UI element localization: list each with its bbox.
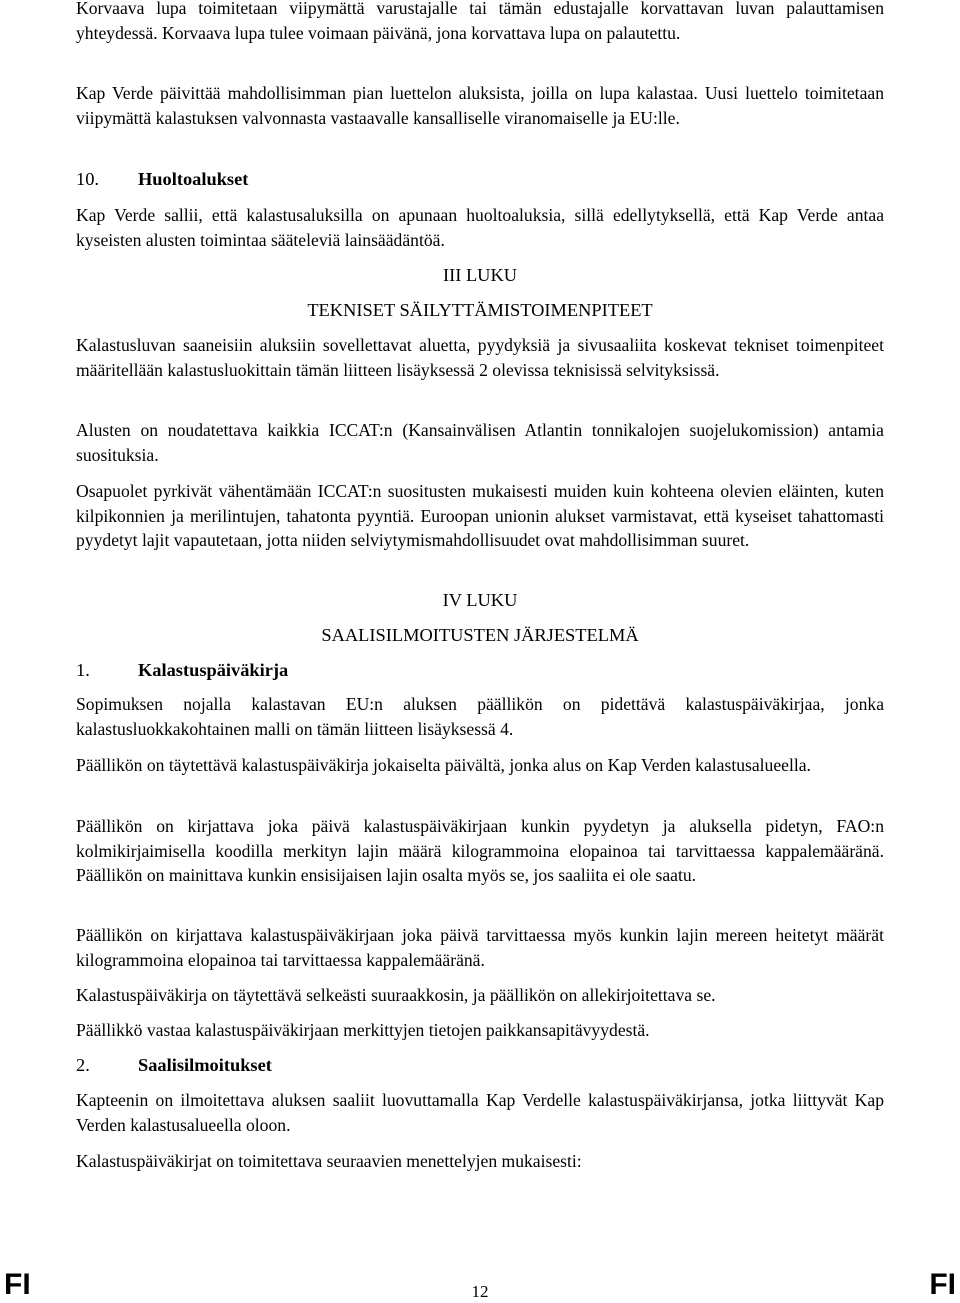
paragraph-replacement-licence: Korvaava lupa toimitetaan viipymättä varustajalle tai tämän edustajalle korvattavan luvan palauttamisen yhteydessä. Korvaava lupa tulee voimaan päivänä, jona korvattava lupa on palautettu. (76, 0, 884, 43)
section-title: Saalisilmoitukset (138, 1055, 272, 1075)
paragraph-iccat-recommendations: Alusten on noudatettava kaikkia ICCAT:n (Kansainvälisen Atlantin tonnikalojen suojelukomission) antamia suosituksia. (76, 420, 884, 465)
section-number: 2. (76, 1055, 90, 1075)
footer-language-code-right: FI (929, 1268, 956, 1301)
paragraph-logbook-legibility: Kalastuspäiväkirja on täytettävä selkeästi suuraakkosin, ja päällikön on allekirjoitettava se. (76, 985, 716, 1005)
section-number: 1. (76, 660, 90, 680)
paragraph-submission-procedures: Kalastuspäiväkirjat on toimitettava seuraavien menettelyjen mukaisesti: (76, 1151, 582, 1171)
footer-page-number: 12 (471, 1282, 489, 1301)
paragraph-logbook-catches: Päällikön on kirjattava joka päivä kalastuspäiväkirjaan kunkin pyydetyn ja aluksella pidetyn, FAO:n kolmikirjaimisella koodilla merkityn lajin määrä kilogrammoina elopainoa tai tarvittaessa kappalemääränä. Päällikön on mainittava kunkin ensisijaisen lajin osalta myös se, jos saaliita ei ole saatu. (76, 816, 884, 886)
paragraph-support-vessels: Kap Verde sallii, että kalastusaluksilla on apunaan huoltoaluksia, sillä edellytyksellä, että Kap Verde antaa kyseisten alusten toimintaa sääteleviä lainsäädäntöä. (76, 205, 884, 250)
section-heading-2 (76, 1053, 272, 1077)
paragraph-technical-measures: Kalastusluvan saaneisiin aluksiin sovellettavat aluetta, pyydyksiä ja sivusaaliita koskevat tekniset toimenpiteet määritellään kalastusluokittain tämän liitteen lisäyksessä 2 olevissa teknisissä selvityksissä. (76, 335, 884, 380)
paragraph-logbook-discards: Päällikön on kirjattava kalastuspäiväkirjaan joka päivä tarvittaessa myös kunkin lajin mereen heitetyt määrät kilogrammoina elopainoa tai tarvittaessa kappalemääränä. (76, 925, 884, 970)
chapter-3-label: III LUKU (442, 265, 518, 285)
chapter-4-label: IV LUKU (442, 590, 518, 610)
section-title: Kalastuspäiväkirja (138, 660, 289, 680)
paragraph-logbook-obligation: Sopimuksen nojalla kalastavan EU:n aluksen päällikön on pidettävä kalastuspäiväkirjaa, jonka kalastusluokkakohtainen malli on tämän liitteen lisäyksessä 4. (76, 694, 884, 739)
footer-language-code-left: FI (4, 1268, 31, 1301)
section-heading-1 (76, 658, 288, 682)
section-heading-10 (76, 167, 248, 191)
paragraph-catch-declaration: Kapteenin on ilmoitettava aluksen saaliit luovuttamalla Kap Verdelle kalastuspäiväkirjansa, jotka liittyvät Kap Verden kalastusalueella oloon. (76, 1090, 884, 1135)
chapter-3-title: TEKNISET SÄILYTTÄMISTOIMENPITEET (307, 300, 653, 320)
paragraph-logbook-daily: Päällikön on täytettävä kalastuspäiväkirja jokaiselta päivältä, jonka alus on Kap Verden kalastusalueella. (76, 755, 811, 775)
chapter-4-title: SAALISILMOITUSTEN JÄRJESTELMÄ (321, 625, 639, 645)
section-title: Huoltoalukset (138, 169, 249, 189)
paragraph-vessel-list: Kap Verde päivittää mahdollisimman pian luettelon aluksista, joilla on lupa kalastaa. Uusi luettelo toimitetaan viipymättä kalastuksen valvonnasta vastaavalle kansalliselle viranomaiselle ja EU:lle. (76, 83, 884, 128)
paragraph-bycatch: Osapuolet pyrkivät vähentämään ICCAT:n suositusten mukaisesti muiden kuin kohteena olevien eläinten, kuten kilpikonnien ja merilintujen, tahatonta pyyntiä. Euroopan unionin alukset varmistavat, että kyseiset tahattomasti pyydetyt lajit vapautetaan, jotta niiden selviytymismahdollisuudet ovat mahdollisimman suuret. (76, 481, 884, 551)
section-number: 10. (76, 169, 99, 189)
paragraph-logbook-accuracy: Päällikkö vastaa kalastuspäiväkirjaan merkittyjen tietojen paikkansapitävyydestä. (76, 1020, 650, 1040)
